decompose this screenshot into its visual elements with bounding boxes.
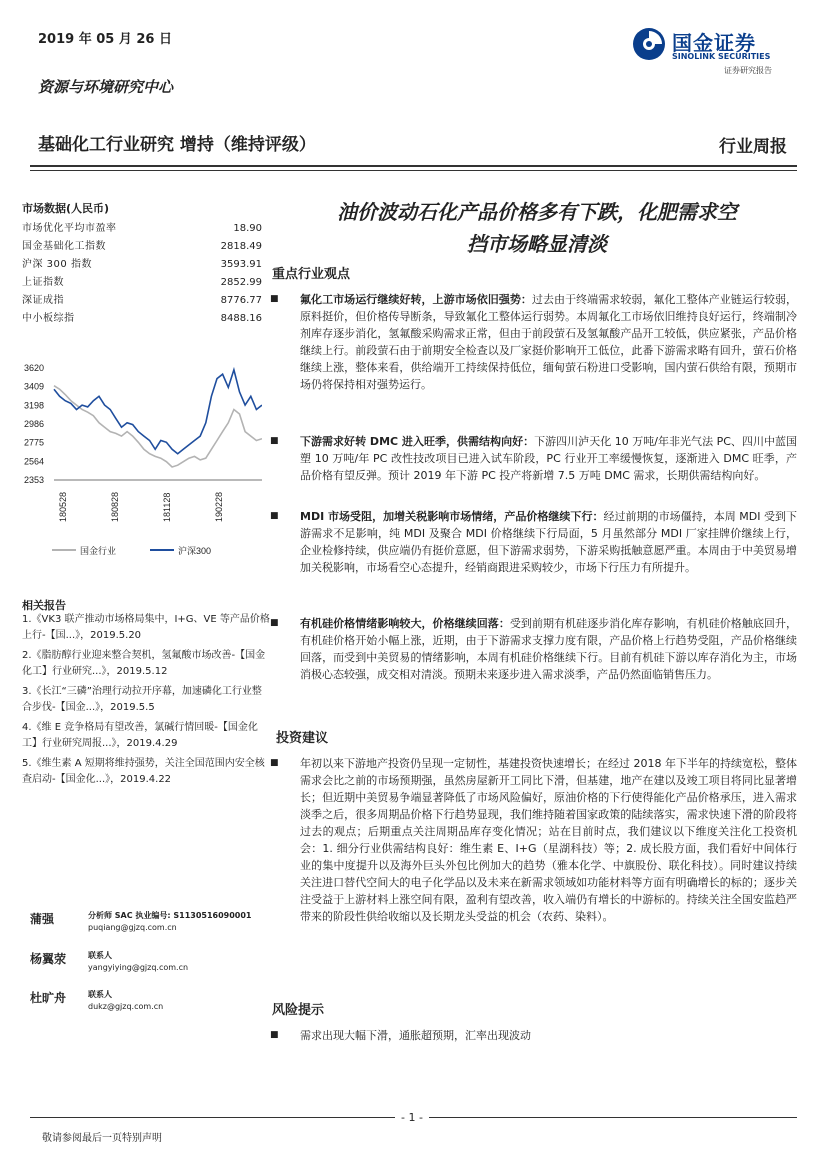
x-tick-label: 180828 <box>110 491 120 522</box>
market-data-row <box>22 274 262 292</box>
market-data-value: 3593.91 <box>220 259 262 270</box>
bullet-icon: ■ <box>270 1030 279 1040</box>
y-tick-label: 3198 <box>24 400 45 411</box>
analyst-role: 联系人 <box>88 990 112 999</box>
x-tick-label: 180528 <box>58 491 68 522</box>
report-title <box>272 196 802 260</box>
related-reports-list <box>22 612 270 792</box>
analyst-email[interactable]: dukz@gjzq.com.cn <box>88 1002 164 1011</box>
key-point-2 <box>270 433 797 484</box>
market-data-row <box>22 310 262 328</box>
company-logo <box>632 27 797 75</box>
y-tick-label: 3409 <box>24 381 45 392</box>
section-risk: 风险提示 <box>272 1003 325 1018</box>
analyst-role: 分析师 SAC 执业编号: S1130516090001 <box>88 911 252 920</box>
market-data-row <box>22 220 262 238</box>
market-data-label: 市场优化平均市盈率 <box>22 223 117 234</box>
analyst-email[interactable]: yangyiying@gjzq.com.cn <box>88 963 189 972</box>
logo-subtitle: 证券研究报告 <box>724 66 772 75</box>
y-tick-label: 2775 <box>24 437 45 448</box>
y-tick-label: 2986 <box>24 419 45 429</box>
market-data-heading: 市场数据(人民币) <box>22 202 110 215</box>
research-center: 资源与环境研究中心 <box>38 78 174 96</box>
series-line <box>54 386 262 467</box>
key-point-4 <box>270 615 797 683</box>
logo-text-cn: 国金证券 <box>672 31 756 55</box>
legend-label: 国金行业 <box>80 546 117 556</box>
report-date: 2019 年 05 月 26 日 <box>38 32 172 47</box>
y-tick-label: 2353 <box>24 475 45 485</box>
risk-text: 需求出现大幅下滑，通胀超预期，汇率出现波动 <box>300 1029 531 1042</box>
point-lead: 氟化工市场运行继续好转，上游市场依旧强势： <box>300 293 532 306</box>
bullet-icon: ■ <box>270 294 279 304</box>
market-data-row <box>22 292 262 310</box>
analyst-1 <box>22 910 270 940</box>
report-type: 行业周报 <box>719 137 787 157</box>
investment-advice <box>270 755 797 925</box>
analyst-email[interactable]: puqiang@gjzq.com.cn <box>88 923 177 932</box>
analyst-2 <box>22 950 270 980</box>
bullet-icon: ■ <box>270 436 279 446</box>
y-tick-label: 2564 <box>24 456 45 467</box>
point-body: 过去由于终端需求较弱，氟化工整体产业链运行较弱，原料挺价，但价格传导断条，导致氟化工整体运行弱势。本周氟化工市场依旧维持良好运行，终端制冷剂库存逐步消化，氢氟酸采购需求正常，但由于前段萤石及氢氟酸产品开工较低，供应紧张，产品价格继续上行。前段萤石由于前期安全检查以及厂家挺价影响开工低位，此番下游需求略有回升，萤石价格继续上涨，整体来看，供给端开工持续保持低位，缅甸萤石粉进口受影响，国内萤石供给有限，预期市场仍将保持相对强势运行。 <box>300 293 797 391</box>
bullet-icon: ■ <box>270 758 279 768</box>
point-lead: MDI 市场受阻，加增关税影响市场情绪，产品价格继续下行： <box>300 510 604 523</box>
analyst-name: 杨翼荥 <box>30 952 67 966</box>
investment-text: 年初以来下游地产投资仍呈现一定韧性，基建投资快速增长；在经过 2018 年下半年的持续宽松，整体需求会比之前的市场预期强，虽然房屋新开工同比下滑，但基建，地产在建以及竣工项目将同比显著增长；但近期中美贸易争端显著降低了市场风险偏好，原油价格的下行使得能化产品价格承压，进入需求淡季之后，很多周期品价格下行趋势显现，我们维持随着国家政策的陆续落实，需求快速下滑的阶段将过去的观点；后期重点关注周期品库存变化情况；站在目前时点，我们建议以下维度关注化工投资机会：1. 细分行业供需结构良好：维生素 E、I+G（星湖科技）等；2. 成长股方面，我们看好中间体行业的集中度提升以及海外巨头外包比例加大的趋势（雅本化学、中旗股份、联化科技）。同时建议持续关注进口替代空间大的电子化学品以及未来在新需求领域如功能材料等方面有明确增长的标的；逐步关注受益于上游材料上涨空间有限，盈利有望改善，收入端仍有增长的中游标的。持续关注全国安监趋严带来的阶段性供给收缩以及长期龙头受益的机会（农药、染料）。 <box>300 757 797 923</box>
analyst-3 <box>22 989 270 1019</box>
x-tick-label: 190228 <box>214 491 224 522</box>
legend-label: 沪深300 <box>178 546 212 556</box>
market-data-row <box>22 238 262 256</box>
market-data-label: 中小板综指 <box>22 313 75 324</box>
market-data-panel <box>22 200 262 328</box>
header-divider <box>30 165 797 167</box>
market-data-value: 2852.99 <box>220 277 262 288</box>
analyst-name: 杜旷舟 <box>30 991 67 1005</box>
market-data-row <box>22 256 262 274</box>
related-report-item[interactable]: 5.《维生素 A 短期将维持强势，关注全国范围内安全核查启动-【国金化...》，2019.4.22 <box>22 758 265 785</box>
bullet-icon: ■ <box>270 511 279 521</box>
market-data-label: 沪深 300 指数 <box>22 259 92 270</box>
index-line-chart <box>22 360 262 575</box>
point-lead: 下游需求好转 DMC 进入旺季，供需结构向好： <box>300 435 535 448</box>
header-divider-thin <box>30 170 797 171</box>
point-lead: 有机硅价格情绪影响较大，价格继续回落： <box>300 617 510 630</box>
related-reports-heading: 相关报告 <box>22 599 66 612</box>
analyst-name: 蒲强 <box>30 912 55 926</box>
related-report-item[interactable]: 4.《维 E 竞争格局有望改善，氯碱行情回暖-【国金化工】行业研究周报...》，2019.4.29 <box>22 722 258 749</box>
market-data-value: 2818.49 <box>220 241 262 252</box>
y-tick-label: 3620 <box>24 363 45 373</box>
bullet-icon: ■ <box>270 618 279 628</box>
point-body: 受到前期有机硅逐步消化库存影响，有机硅价格触底回升，有机硅价格开始小幅上涨，近期，由于下游需求支撑力度有限，产品价格上行趋势受阻，产品价格继续回落，而受到中美贸易的情绪影响，本周有机硅价格继续下行。目前有机硅下游以库存消化为主，市场消极心态较强，成交相对清淡。预期未来逐步进入需求淡季，产品仍然面临销售压力。 <box>300 617 798 681</box>
point-body: 下游四川泸天化 10 万吨/年非光气法 PC、四川中蓝国塑 10 万吨/年 PC 改性技改项目已进入试车阶段，PC 行业开工率缓慢恢复，逐渐进入 DMC 旺季，产品价格有望反弹。预计 2019 年下游 PC 投产将新增 7.5 万吨 DMC 需求，长期供需结构向好。 <box>300 435 797 482</box>
index-chart <box>22 360 262 575</box>
related-report-item[interactable]: 3.《长江“三磷”治理行动拉开序幕，加速磷化工行业整合步伐-【国金...》，2019.5.5 <box>22 686 262 713</box>
market-data-value: 8776.77 <box>220 295 262 306</box>
key-point-1 <box>270 291 797 393</box>
disclaimer-note: 敬请参阅最后一页特别声明 <box>42 1133 162 1144</box>
industry-title: 基础化工行业研究 增持（维持评级） <box>38 135 316 155</box>
key-point-3 <box>270 508 797 576</box>
report-title-line2: 挡市场略显清淡 <box>467 232 607 256</box>
related-report-item[interactable]: 1.《VK3 联产推动市场格局集中，I+G、VE 等产品价格上行-【国...》，2019.5.20 <box>22 614 270 641</box>
report-title-line1: 油价波动石化产品价格多有下跌，化肥需求空 <box>337 200 737 224</box>
market-data-label: 深证成指 <box>22 295 64 306</box>
analyst-role: 联系人 <box>88 951 112 960</box>
related-report-item[interactable]: 2.《脂肪醇行业迎来整合契机，氢氟酸市场改善-【国金化工】行业研究...》，2019.5.12 <box>22 650 266 677</box>
market-data-value: 18.90 <box>233 223 262 234</box>
risk-notes <box>270 1027 797 1044</box>
market-data-value: 8488.16 <box>220 313 262 324</box>
section-key-views: 重点行业观点 <box>272 267 351 282</box>
market-data-label: 国金基础化工指数 <box>22 241 106 252</box>
x-tick-label: 181128 <box>162 492 172 522</box>
market-data-label: 上证指数 <box>22 277 64 288</box>
logo-text-en: SINOLINK SECURITIES <box>672 52 771 61</box>
sinolink-logo-icon <box>632 27 666 61</box>
section-investment: 投资建议 <box>276 731 329 746</box>
point-body: 经过前期的市场僵持，本周 MDI 受到下游需求不足影响，纯 MDI 及聚合 MDI 价格继续下行局面，5 月虽然部分 MDI 厂家挂牌价继续上行，企业检修持续，供应端仍有挺价意愿，但下游需求弱势，下游采购抵触意愿严重。本周由于中美贸易增加关税影响，市场看空心态提升，经销商跟进采购较少，市场下行压力有所提升。 <box>300 510 798 574</box>
page-number: - 1 - <box>395 1111 429 1124</box>
